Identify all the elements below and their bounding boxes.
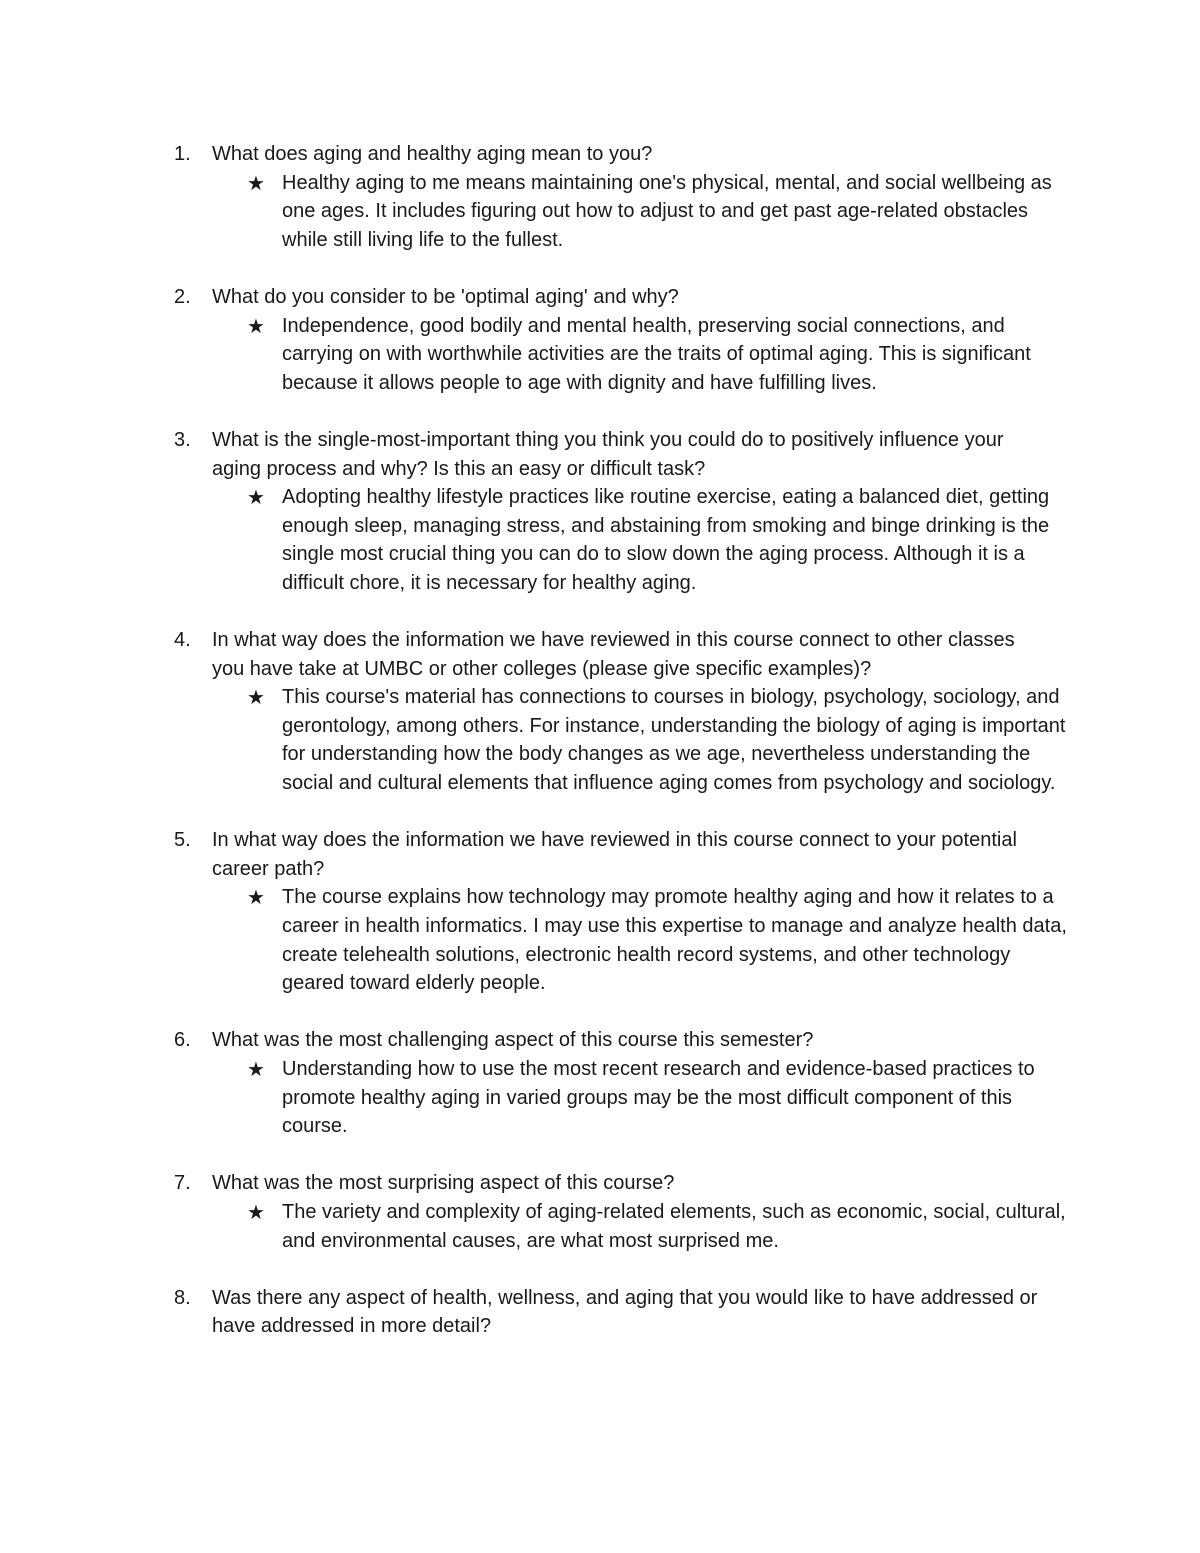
question-number: 1. <box>174 143 191 165</box>
answer-row <box>0 1198 1067 1255</box>
question-row <box>0 140 1042 169</box>
answer-text: The course explains how technology may promote healthy aging and how it relates to a career in health informatics. I may use this expertise to manage and analyze health data, create telehealth solutions, electronic health record systems, and other technology geared toward elderly people. <box>282 886 1067 995</box>
question-number: 4. <box>174 629 191 652</box>
answer-text: Adopting healthy lifestyle practices like routine exercise, eating a balanced diet, getting enough sleep, managing stress, and abstaining from smoking and binge drinking is the single most crucial thing you can do to slow down the aging process. Although it is a difficult chore, it is necessary for healthy aging. <box>282 486 1050 594</box>
question-number: 7. <box>174 1172 191 1195</box>
question-number: 8. <box>174 1286 191 1309</box>
star-icon: ★ <box>247 885 265 910</box>
question-item-7 <box>0 1169 1200 1255</box>
answer-text: Healthy aging to me means maintaining one's physical, mental, and social wellbeing as one ages. It includes figuring out how to adjust to and get past age-related obstacles while still living life to the fullest. <box>282 171 1052 251</box>
question-item-3 <box>0 426 1200 598</box>
question-list <box>0 140 1200 1370</box>
question-text: What does aging and healthy aging mean to you? <box>212 143 653 165</box>
star-icon: ★ <box>247 685 265 710</box>
answer-row <box>0 312 1067 398</box>
question-text: What is the single-most-important thing you think you could do to positively influence your aging process and why? Is this an easy or difficult task? <box>212 428 1004 480</box>
answer-text: This course's material has connections to courses in biology, psychology, sociology, and gerontology, among others. For instance, understanding the biology of aging is important for understanding how the body changes as we age, nevertheless understanding the social and cultural elements that influence aging comes from psychology and sociology. <box>282 686 1066 795</box>
question-row <box>0 1026 1042 1055</box>
question-row <box>0 283 1042 312</box>
star-icon: ★ <box>247 170 265 195</box>
question-item-1 <box>0 140 1200 254</box>
answer-text: Understanding how to use the most recent research and evidence-based practices to promote healthy aging in varied groups may be the most difficult component of this course. <box>282 1058 1035 1138</box>
question-row <box>0 1169 1042 1198</box>
question-number: 3. <box>174 428 191 451</box>
question-row <box>0 826 1042 883</box>
answer-row <box>0 483 1067 597</box>
question-item-5 <box>0 826 1200 998</box>
question-row <box>0 626 1042 683</box>
question-text: In what way does the information we have reviewed in this course connect to your potential career path? <box>212 829 1017 880</box>
answer-text: The variety and complexity of aging-related elements, such as economic, social, cultural, and environmental causes, are what most surprised me. <box>282 1200 1066 1252</box>
question-row <box>0 1284 1042 1341</box>
question-item-4 <box>0 626 1200 798</box>
question-text: Was there any aspect of health, wellness, and aging that you would like to have addressed or have addressed in more detail? <box>212 1286 1038 1338</box>
star-icon: ★ <box>247 1199 265 1224</box>
star-icon: ★ <box>247 313 265 338</box>
answer-row <box>0 683 1067 797</box>
question-text: What was the most surprising aspect of this course? <box>212 1172 675 1195</box>
question-number: 2. <box>174 285 191 308</box>
star-icon: ★ <box>247 1057 265 1081</box>
question-item-8 <box>0 1284 1200 1341</box>
question-number: 6. <box>174 1029 191 1052</box>
question-item-2 <box>0 283 1200 397</box>
answer-text: Independence, good bodily and mental health, preserving social connections, and carrying on with worthwhile activities are the traits of optimal aging. This is significant because it allows people to age with dignity and have fulfilling lives. <box>282 314 1031 394</box>
star-icon: ★ <box>247 485 265 510</box>
question-item-6 <box>0 1026 1200 1140</box>
answer-row <box>0 169 1067 255</box>
question-text: In what way does the information we have reviewed in this course connect to other classes you have take at UMBC or other colleges (please give specific examples)? <box>212 629 1015 680</box>
question-number: 5. <box>174 829 191 852</box>
answer-row <box>0 883 1067 997</box>
question-row <box>0 426 1042 483</box>
question-text: What do you consider to be 'optimal aging' and why? <box>212 285 679 308</box>
question-text: What was the most challenging aspect of this course this semester? <box>212 1029 814 1052</box>
answer-row <box>0 1055 1067 1141</box>
